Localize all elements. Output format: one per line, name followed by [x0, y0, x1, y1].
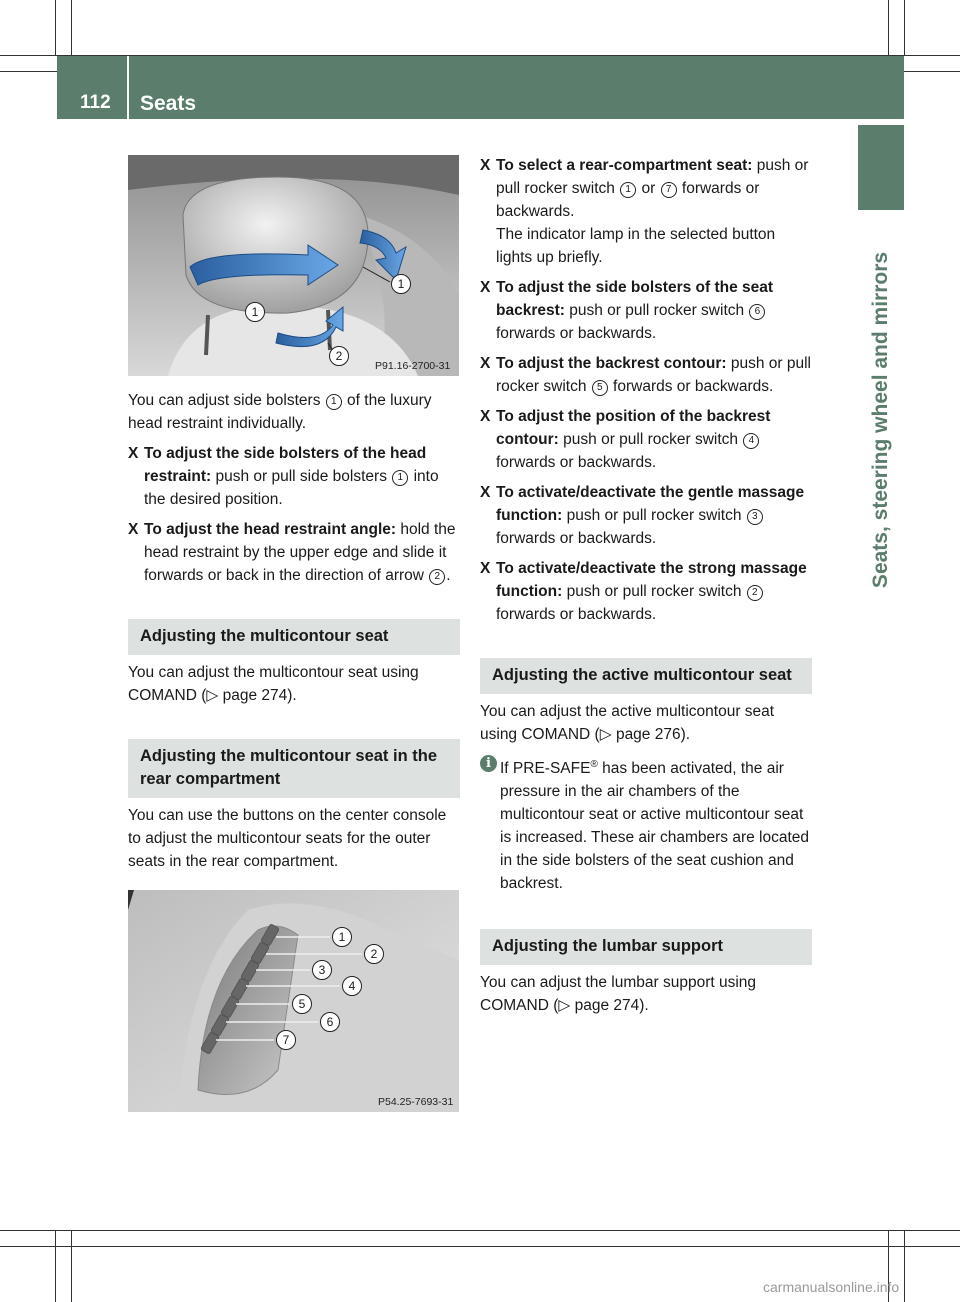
crop-mark: [71, 1230, 72, 1302]
header-divider: [127, 56, 129, 119]
callout-2: 2: [364, 944, 384, 964]
callout-7: 7: [276, 1030, 296, 1050]
head-restraint-figure: [128, 155, 459, 376]
heading-rear-multicontour: Adjusting the multicontour seat in the rear compartment: [128, 739, 460, 798]
callout-4: 4: [342, 976, 362, 996]
crop-mark: [0, 1246, 960, 1247]
callout-6: 6: [320, 1012, 340, 1032]
callout-5: 5: [292, 994, 312, 1014]
crop-mark: [888, 0, 889, 56]
right-column: [480, 154, 812, 1017]
side-tab-label: Seats, steering wheel and mirrors: [869, 251, 892, 589]
bullet-gentle-massage: X To activate/deactivate the gentle massage function: push or pull rocker switch 3 forwards or backwards.: [480, 484, 805, 547]
heading-active-multicontour: Adjusting the active multicontour seat: [480, 658, 812, 694]
bullet-strong-massage: X To activate/deactivate the strong massage function: push or pull rocker switch 2 forwards or backwards.: [480, 560, 807, 623]
callout-3: 3: [312, 960, 332, 980]
crop-mark: [0, 1230, 960, 1231]
page-number: 112: [80, 92, 111, 113]
bullet-select-seat: X To select a rear-compartment seat: push or pull rocker switch 1 or 7 forwards or backwards. The indicator lamp in the selected button lights up briefly.: [480, 157, 809, 266]
ref-1: 1: [326, 394, 342, 410]
heading-lumbar-support: Adjusting the lumbar support: [480, 929, 812, 965]
watermark: carmanualsonline.info: [763, 1279, 900, 1295]
section-title: Seats: [140, 92, 197, 115]
side-tab: [858, 125, 904, 210]
bullet-backrest-contour: X To adjust the backrest contour: push or pull rocker switch 5 forwards or backwards.: [480, 355, 811, 395]
callout-1: 1: [391, 274, 411, 294]
left-column: [128, 389, 460, 873]
heading-multicontour-seat: Adjusting the multicontour seat: [128, 619, 460, 655]
crop-mark: [904, 1230, 905, 1302]
info-icon: i: [480, 755, 497, 772]
crop-mark: [55, 1230, 56, 1302]
bullet-head-restraint-angle: X To adjust the head restraint angle: hold the head restraint by the upper edge and slide it forwards or back in the direction of arrow 2 .: [128, 521, 456, 584]
callout-1: 1: [332, 927, 352, 947]
crop-mark: [55, 0, 56, 56]
bullet-side-bolsters: X To adjust the side bolsters of the head restraint: push or pull side bolsters 1 into the desired position.: [128, 445, 439, 508]
para-rear: You can use the buttons on the center console to adjust the multicontour seats for the outer seats in the rear compartment.: [128, 807, 447, 870]
para-active-multicontour: You can adjust the active multicontour seat using COMAND (▷ page 276).: [480, 703, 775, 743]
intro-paragraph: You can adjust side bolsters 1 of the luxury head restraint individually.: [128, 392, 432, 432]
bullet-backrest-bolsters: X To adjust the side bolsters of the seat backrest: push or pull rocker switch 6 forwards or backwards.: [480, 279, 774, 342]
para-lumbar: You can adjust the lumbar support using COMAND (▷ page 274).: [480, 974, 757, 1015]
figure-code: P54.25-7693-31: [378, 1096, 454, 1108]
callout-2: 2: [329, 346, 349, 366]
console-buttons-figure: [128, 890, 459, 1112]
callout-1: 1: [245, 302, 265, 322]
para-multicontour: You can adjust the multicontour seat using COMAND (▷ page 274).: [128, 664, 419, 704]
figure-code: P91.16-2700-31: [375, 360, 451, 372]
crop-mark: [71, 0, 72, 56]
info-pre-safe: i If PRE-SAFE® has been activated, the air pressure in the air chambers of the multicontour seat or active multicontour seat is increased. These air chambers are located in the side bolsters of the seat cushion and backrest.: [480, 753, 812, 895]
crop-mark: [904, 0, 905, 56]
bullet-contour-position: X To adjust the position of the backrest contour: push or pull rocker switch 4 forwards or backwards.: [480, 408, 771, 471]
